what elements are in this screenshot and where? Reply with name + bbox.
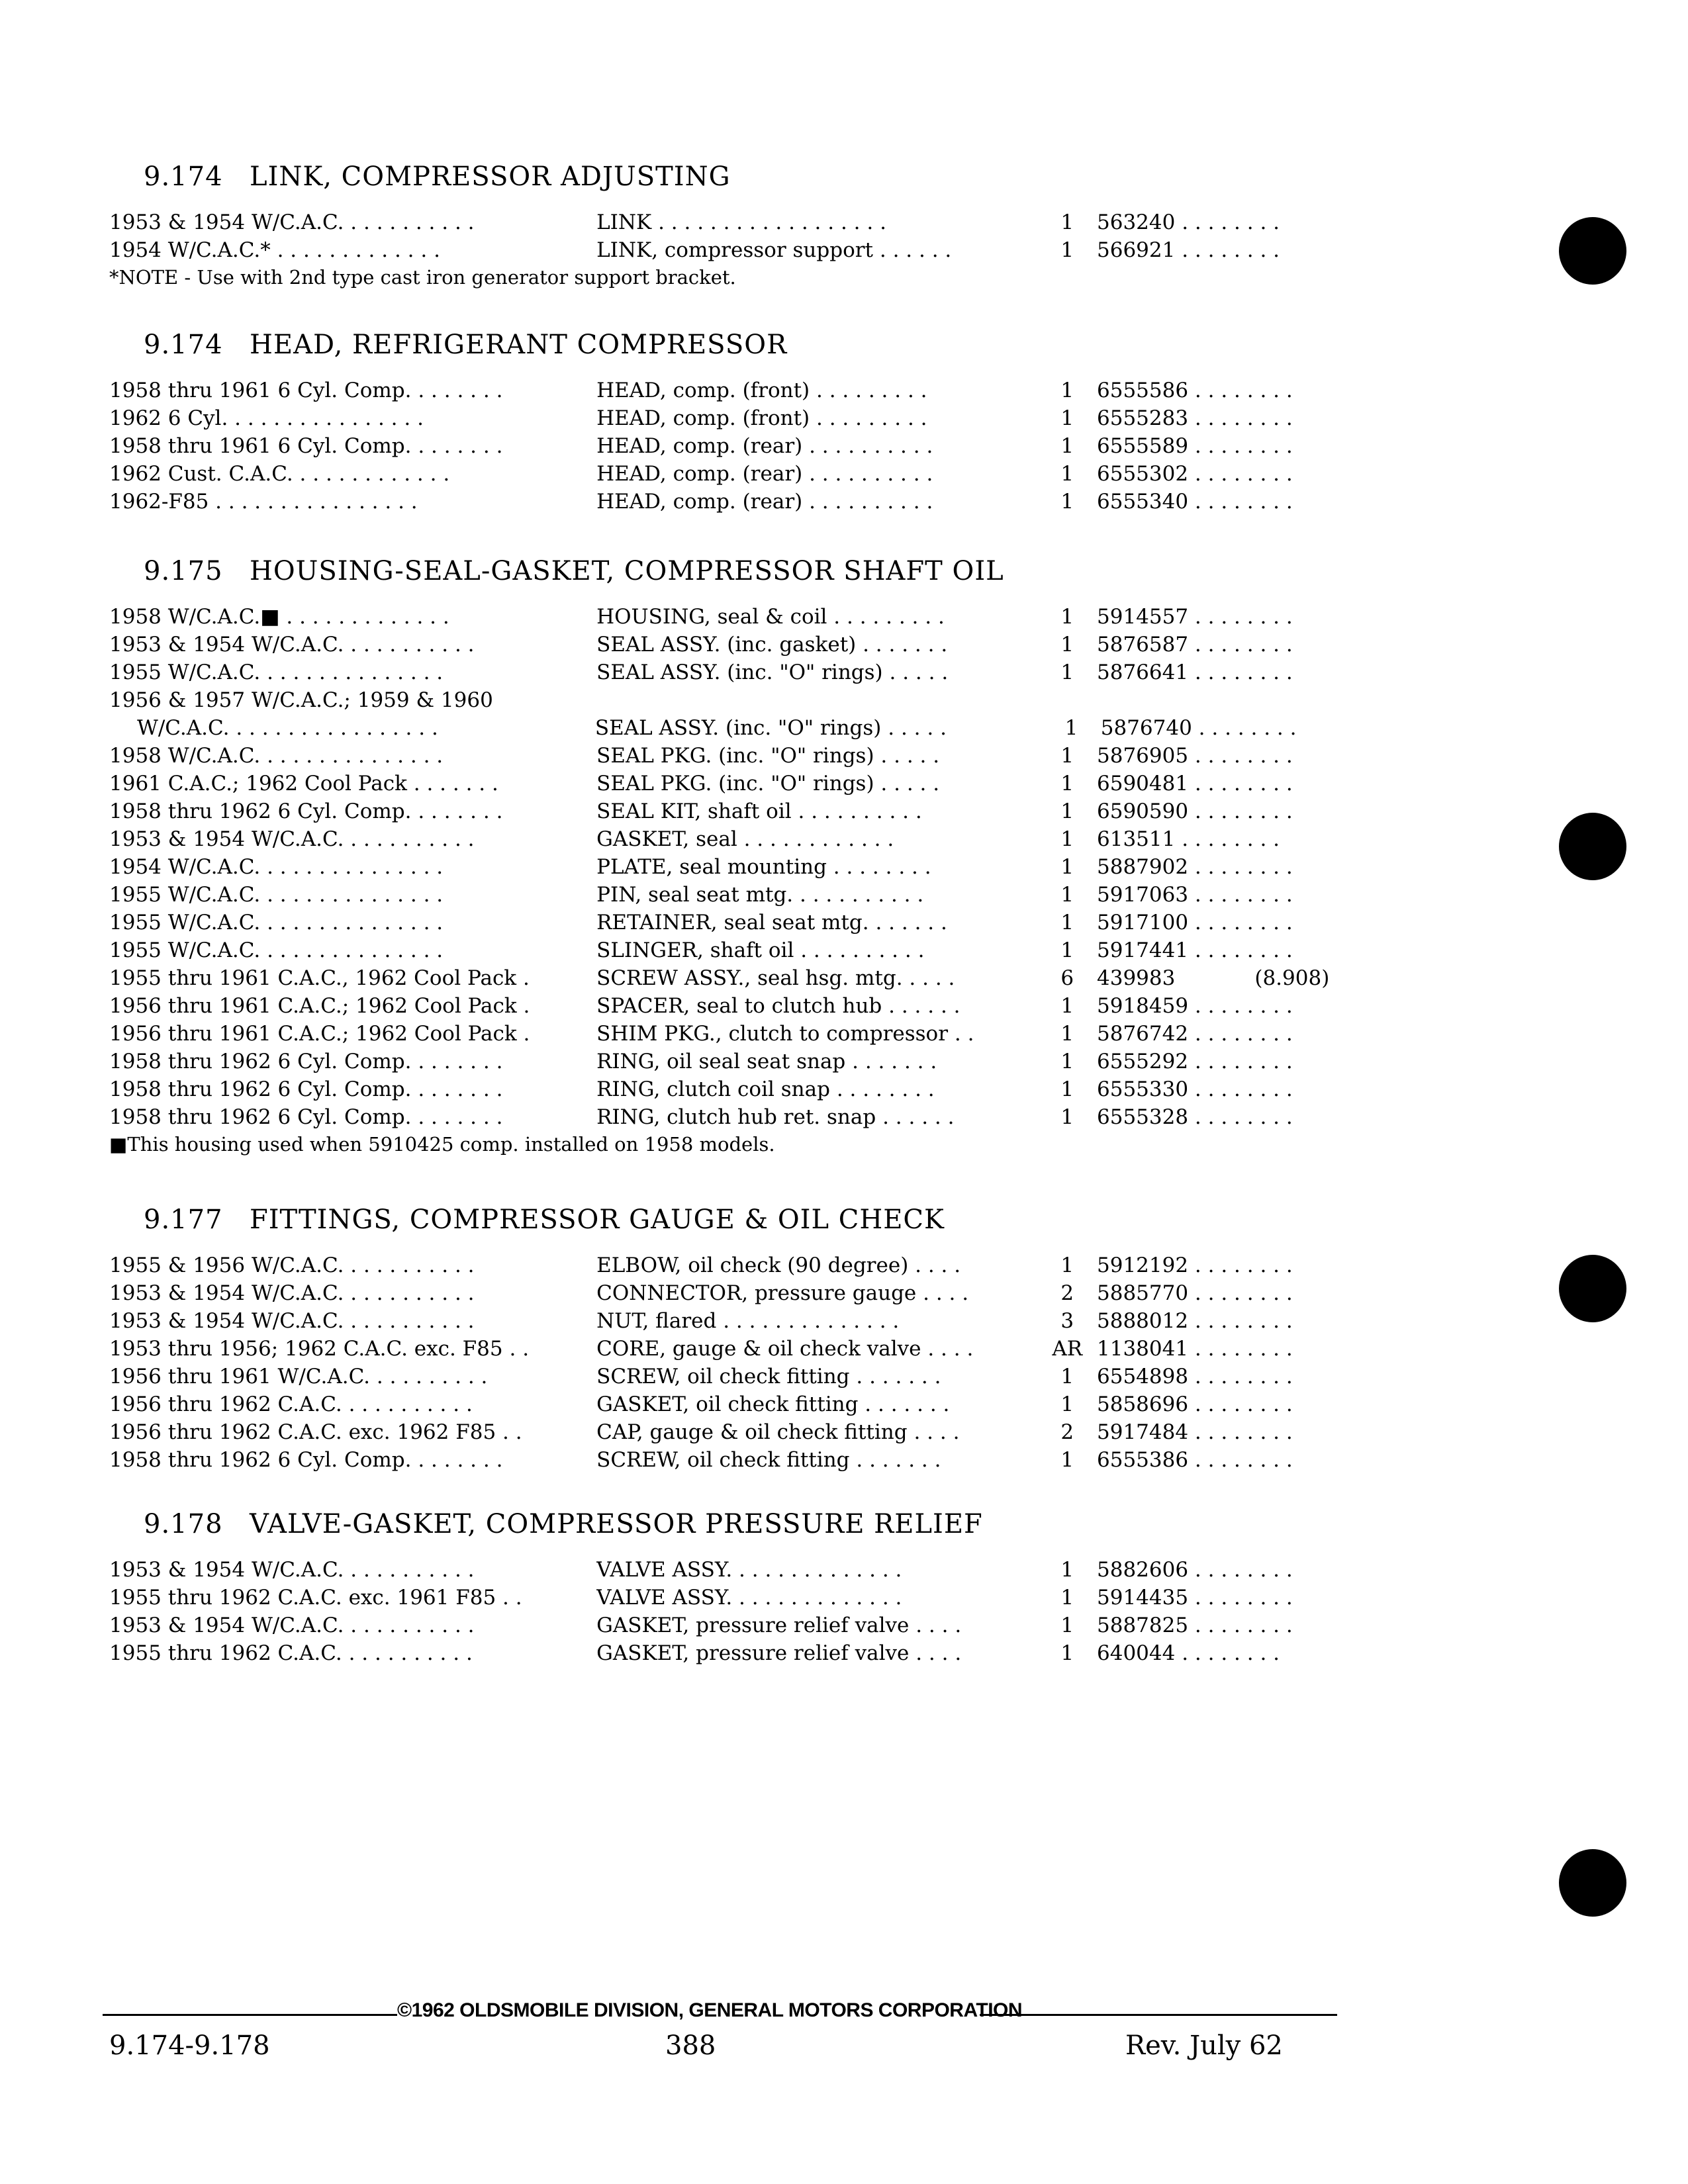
quantity: 1 (1060, 772, 1074, 796)
application: 1955 & 1956 W/C.A.C. . . . . . . . . . . (109, 1253, 475, 1277)
quantity: 1 (1060, 994, 1074, 1018)
description: CAP, gauge & oil check fitting . . . . (596, 1420, 960, 1444)
application: 1958 thru 1961 6 Cyl. Comp. . . . . . . . (109, 379, 503, 402)
table-row (109, 1105, 1340, 1133)
table-row (109, 716, 1340, 744)
description: RING, clutch coil snap . . . . . . . . (596, 1077, 935, 1101)
footnote: ■This housing used when 5910425 comp. installed on 1958 models. (109, 1133, 775, 1156)
description: LINK . . . . . . . . . . . . . . . . . . (596, 210, 886, 234)
table-row (109, 406, 1340, 434)
quantity: 1 (1060, 660, 1074, 684)
description: SEAL PKG. (inc. "O" rings) . . . . . (596, 744, 940, 768)
description: SLINGER, shaft oil . . . . . . . . . . (596, 938, 925, 962)
table-row (109, 1281, 1340, 1309)
quantity: 1 (1060, 434, 1074, 458)
part-number: 6590590 . . . . . . . . (1097, 799, 1293, 823)
part-number: 6555586 . . . . . . . . (1097, 379, 1293, 402)
application: 1958 thru 1962 6 Cyl. Comp. . . . . . . . (109, 1077, 503, 1101)
quantity: 1 (1060, 911, 1074, 934)
part-number: 6554898 . . . . . . . . (1097, 1365, 1293, 1388)
quantity: 1 (1060, 379, 1074, 402)
application: 1953 & 1954 W/C.A.C. . . . . . . . . . . (109, 1309, 475, 1333)
table-row (109, 605, 1340, 633)
application: 1958 W/C.A.C.■ . . . . . . . . . . . . . (109, 605, 449, 629)
application: 1953 & 1954 W/C.A.C. . . . . . . . . . . (109, 1614, 475, 1637)
part-number: 6555302 . . . . . . . . (1097, 462, 1293, 486)
section-heading: 9.174 LINK, COMPRESSOR ADJUSTING (144, 161, 731, 192)
table-row (109, 911, 1340, 938)
binder-hole (1559, 1849, 1626, 1917)
table-row (109, 1365, 1340, 1392)
part-number: 5887825 . . . . . . . . (1097, 1614, 1293, 1637)
table-row (109, 1077, 1340, 1105)
description: SEAL ASSY. (inc. "O" rings) . . . . . (594, 716, 947, 740)
part-number: 6555330 . . . . . . . . (1097, 1077, 1293, 1101)
binder-hole (1559, 813, 1626, 880)
description: SCREW, oil check fitting . . . . . . . (596, 1365, 941, 1388)
application: W/C.A.C. . . . . . . . . . . . . . . . . (137, 716, 438, 740)
application: 1958 thru 1962 6 Cyl. Comp. . . . . . . . (109, 1105, 503, 1129)
table-row (109, 1641, 1340, 1669)
application: 1961 C.A.C.; 1962 Cool Pack . . . . . . . (109, 772, 498, 796)
part-number: 5914557 . . . . . . . . (1097, 605, 1293, 629)
quantity: 6 (1060, 966, 1074, 990)
application: 1956 thru 1961 W/C.A.C. . . . . . . . . . (109, 1365, 488, 1388)
description: HEAD, comp. (rear) . . . . . . . . . . (596, 490, 933, 514)
quantity: 1 (1060, 210, 1074, 234)
part-number: 566921 . . . . . . . . (1097, 238, 1280, 262)
part-number: 5917441 . . . . . . . . (1097, 938, 1293, 962)
application: 1953 thru 1956; 1962 C.A.C. exc. F85 . . (109, 1337, 530, 1361)
application: 1958 W/C.A.C. . . . . . . . . . . . . . . (109, 744, 444, 768)
section-heading: 9.177 FITTINGS, COMPRESSOR GAUGE & OIL CHECK (144, 1205, 945, 1235)
table-row (109, 1050, 1340, 1077)
application: 1962 Cust. C.A.C. . . . . . . . . . . . . (109, 462, 450, 486)
application: 1955 thru 1962 C.A.C. . . . . . . . . . . (109, 1641, 473, 1665)
footnote: *NOTE - Use with 2nd type cast iron generator support bracket. (109, 266, 736, 289)
quantity: 1 (1060, 1641, 1074, 1665)
quantity: 1 (1060, 799, 1074, 823)
section-link-compressor-adjusting (109, 161, 1340, 293)
part-number: 5887902 . . . . . . . . (1097, 855, 1293, 879)
quantity: 1 (1060, 490, 1074, 514)
section-heading: 9.178 VALVE-GASKET, COMPRESSOR PRESSURE RELIEF (144, 1509, 983, 1539)
table-row (109, 1586, 1340, 1614)
description: SEAL ASSY. (inc. "O" rings) . . . . . (596, 660, 949, 684)
description: SCREW ASSY., seal hsg. mtg. . . . . (596, 966, 955, 990)
part-number: 6555386 . . . . . . . . (1097, 1448, 1293, 1472)
part-number: 5858696 . . . . . . . . (1097, 1392, 1293, 1416)
description: SEAL KIT, shaft oil . . . . . . . . . . (596, 799, 922, 823)
description: GASKET, seal . . . . . . . . . . . . (596, 827, 894, 851)
quantity: 2 (1060, 1281, 1074, 1305)
part-number: 5876905 . . . . . . . . (1097, 744, 1293, 768)
table-row (109, 1420, 1340, 1448)
quantity: 1 (1060, 855, 1074, 879)
page-reference: (8.908) (1254, 966, 1330, 990)
part-number: 5917063 . . . . . . . . (1097, 883, 1293, 907)
quantity: 2 (1060, 1420, 1074, 1444)
part-number: 5876641 . . . . . . . . (1097, 660, 1293, 684)
table-row (109, 799, 1340, 827)
quantity: 1 (1060, 1022, 1074, 1046)
application: 1956 & 1957 W/C.A.C.; 1959 & 1960 (109, 688, 493, 712)
application: 1954 W/C.A.C. . . . . . . . . . . . . . . (109, 855, 444, 879)
part-number: 6590481 . . . . . . . . (1097, 772, 1293, 796)
section-heading: 9.175 HOUSING-SEAL-GASKET, COMPRESSOR SHAFT OIL (144, 556, 1004, 586)
table-row (109, 462, 1340, 490)
application: 1955 thru 1961 C.A.C., 1962 Cool Pack . (109, 966, 530, 990)
application: 1958 thru 1961 6 Cyl. Comp. . . . . . . . (109, 434, 503, 458)
part-number: 640044 . . . . . . . . (1097, 1641, 1280, 1665)
quantity: 1 (1060, 1586, 1074, 1610)
table-row (109, 238, 1340, 266)
description: GASKET, pressure relief valve . . . . (596, 1641, 962, 1665)
application: 1962-F85 . . . . . . . . . . . . . . . . (109, 490, 418, 514)
description: HEAD, comp. (front) . . . . . . . . . (596, 379, 927, 402)
application: 1956 thru 1961 C.A.C.; 1962 Cool Pack . (109, 1022, 530, 1046)
table-row (109, 772, 1340, 799)
application: 1958 thru 1962 6 Cyl. Comp. . . . . . . . (109, 799, 503, 823)
table-row (109, 210, 1340, 238)
part-number: 5917100 . . . . . . . . (1097, 911, 1293, 934)
application: 1953 & 1954 W/C.A.C. . . . . . . . . . . (109, 1281, 475, 1305)
part-number: 1138041 . . . . . . . . (1097, 1337, 1293, 1361)
quantity: 1 (1060, 744, 1074, 768)
table-row (109, 994, 1340, 1022)
table-row (109, 938, 1340, 966)
description: RING, clutch hub ret. snap . . . . . . (596, 1105, 955, 1129)
table-row (109, 1309, 1340, 1337)
quantity: 1 (1064, 716, 1078, 740)
quantity: 1 (1060, 1392, 1074, 1416)
application: 1953 & 1954 W/C.A.C. . . . . . . . . . . (109, 1558, 475, 1582)
description: VALVE ASSY. . . . . . . . . . . . . . (596, 1558, 902, 1582)
section-housing-seal-gasket (109, 556, 1340, 1160)
description: RING, oil seal seat snap . . . . . . . (596, 1050, 937, 1073)
part-number: 5876740 . . . . . . . . (1100, 716, 1297, 740)
description: SCREW, oil check fitting . . . . . . . (596, 1448, 941, 1472)
quantity: 1 (1060, 238, 1074, 262)
description: RETAINER, seal seat mtg. . . . . . . (596, 911, 947, 934)
application: 1955 W/C.A.C. . . . . . . . . . . . . . . (109, 883, 444, 907)
description: CONNECTOR, pressure gauge . . . . (596, 1281, 969, 1305)
part-number: 5918459 . . . . . . . . (1097, 994, 1293, 1018)
description: HEAD, comp. (rear) . . . . . . . . . . (596, 434, 933, 458)
part-number: 5888012 . . . . . . . . (1097, 1309, 1293, 1333)
quantity: 1 (1060, 633, 1074, 657)
quantity: 1 (1060, 406, 1074, 430)
table-row (109, 490, 1340, 518)
table-row (109, 1253, 1340, 1281)
quantity: 1 (1060, 883, 1074, 907)
description: SPACER, seal to clutch hub . . . . . . (596, 994, 961, 1018)
part-number: 5912192 . . . . . . . . (1097, 1253, 1293, 1277)
part-number: 5917484 . . . . . . . . (1097, 1420, 1293, 1444)
table-row (109, 1022, 1340, 1050)
table-row (109, 1392, 1340, 1420)
revision-date: Rev. July 62 (1125, 2030, 1283, 2061)
table-row (109, 1558, 1340, 1586)
section-range: 9.174-9.178 (109, 2030, 270, 2061)
part-number: 5876587 . . . . . . . . (1097, 633, 1293, 657)
part-number: 6555283 . . . . . . . . (1097, 406, 1293, 430)
description: SEAL ASSY. (inc. gasket) . . . . . . . (596, 633, 948, 657)
quantity: 1 (1060, 1105, 1074, 1129)
description: GASKET, pressure relief valve . . . . (596, 1614, 962, 1637)
table-row (109, 434, 1340, 462)
application: 1958 thru 1962 6 Cyl. Comp. . . . . . . . (109, 1050, 503, 1073)
table-row (109, 827, 1340, 855)
part-number: 563240 . . . . . . . . (1097, 210, 1280, 234)
description: CORE, gauge & oil check valve . . . . (596, 1337, 974, 1361)
table-row-continued-label (109, 688, 1340, 716)
quantity: 1 (1060, 1077, 1074, 1101)
table-row (109, 744, 1340, 772)
quantity: AR (1052, 1337, 1083, 1361)
quantity: 1 (1060, 1365, 1074, 1388)
table-row (109, 1337, 1340, 1365)
application: 1956 thru 1962 C.A.C. . . . . . . . . . . (109, 1392, 473, 1416)
application: 1955 W/C.A.C. . . . . . . . . . . . . . . (109, 911, 444, 934)
quantity: 1 (1060, 938, 1074, 962)
table-row (109, 1448, 1340, 1476)
part-number: 6555589 . . . . . . . . (1097, 434, 1293, 458)
table-row (109, 883, 1340, 911)
application: 1955 thru 1962 C.A.C. exc. 1961 F85 . . (109, 1586, 522, 1610)
description: HEAD, comp. (front) . . . . . . . . . (596, 406, 927, 430)
application: 1953 & 1954 W/C.A.C. . . . . . . . . . . (109, 210, 475, 234)
part-number: 5876742 . . . . . . . . (1097, 1022, 1293, 1046)
application: 1962 6 Cyl. . . . . . . . . . . . . . . . (109, 406, 424, 430)
table-row (109, 660, 1340, 688)
quantity: 1 (1060, 1448, 1074, 1472)
part-number: 613511 . . . . . . . . (1097, 827, 1280, 851)
application: 1956 thru 1961 C.A.C.; 1962 Cool Pack . (109, 994, 530, 1018)
binder-hole (1559, 217, 1626, 285)
part-number (1097, 966, 1340, 990)
application: 1955 W/C.A.C. . . . . . . . . . . . . . . (109, 660, 444, 684)
description: SHIM PKG., clutch to compressor . . (596, 1022, 974, 1046)
copyright-notice: ©1962 OLDSMOBILE DIVISION, GENERAL MOTORS CORPORATION (397, 1999, 1023, 2021)
description: PLATE, seal mounting . . . . . . . . (596, 855, 931, 879)
table-row (109, 633, 1340, 660)
description: HEAD, comp. (rear) . . . . . . . . . . (596, 462, 933, 486)
part-number: 6555340 . . . . . . . . (1097, 490, 1293, 514)
table-row (109, 379, 1340, 406)
quantity: 1 (1060, 1050, 1074, 1073)
section-fittings-gauge-oil-check (109, 1205, 1340, 1476)
table-row (109, 855, 1340, 883)
quantity: 3 (1060, 1309, 1074, 1333)
part-number: 6555328 . . . . . . . . (1097, 1105, 1293, 1129)
quantity: 1 (1060, 1614, 1074, 1637)
description: PIN, seal seat mtg. . . . . . . . . . . (596, 883, 924, 907)
description: HOUSING, seal & coil . . . . . . . . . (596, 605, 945, 629)
description: LINK, compressor support . . . . . . (596, 238, 952, 262)
section-valve-gasket-pressure-relief (109, 1509, 1340, 1669)
binder-hole (1559, 1255, 1626, 1322)
quantity: 1 (1060, 1253, 1074, 1277)
quantity: 1 (1060, 827, 1074, 851)
description: ELBOW, oil check (90 degree) . . . . (596, 1253, 961, 1277)
quantity: 1 (1060, 605, 1074, 629)
application: 1958 thru 1962 6 Cyl. Comp. . . . . . . . (109, 1448, 503, 1472)
section-head-refrigerant-compressor (109, 330, 1340, 518)
table-row (109, 1614, 1340, 1641)
description: VALVE ASSY. . . . . . . . . . . . . . (596, 1586, 902, 1610)
description: NUT, flared . . . . . . . . . . . . . . (596, 1309, 900, 1333)
application: 1954 W/C.A.C.* . . . . . . . . . . . . . (109, 238, 440, 262)
description: SEAL PKG. (inc. "O" rings) . . . . . (596, 772, 940, 796)
page-number: 388 (665, 2030, 716, 2061)
part-number: 6555292 . . . . . . . . (1097, 1050, 1293, 1073)
application: 1953 & 1954 W/C.A.C. . . . . . . . . . . (109, 827, 475, 851)
part-number-value: 439983 (1097, 966, 1176, 990)
application: 1953 & 1954 W/C.A.C. . . . . . . . . . . (109, 633, 475, 657)
quantity: 1 (1060, 462, 1074, 486)
part-number: 5882606 . . . . . . . . (1097, 1558, 1293, 1582)
table-row (109, 966, 1340, 994)
quantity: 1 (1060, 1558, 1074, 1582)
application: 1956 thru 1962 C.A.C. exc. 1962 F85 . . (109, 1420, 522, 1444)
description: GASKET, oil check fitting . . . . . . . (596, 1392, 950, 1416)
part-number: 5885770 . . . . . . . . (1097, 1281, 1293, 1305)
part-number: 5914435 . . . . . . . . (1097, 1586, 1293, 1610)
section-heading: 9.174 HEAD, REFRIGERANT COMPRESSOR (144, 330, 788, 360)
application: 1955 W/C.A.C. . . . . . . . . . . . . . . (109, 938, 444, 962)
